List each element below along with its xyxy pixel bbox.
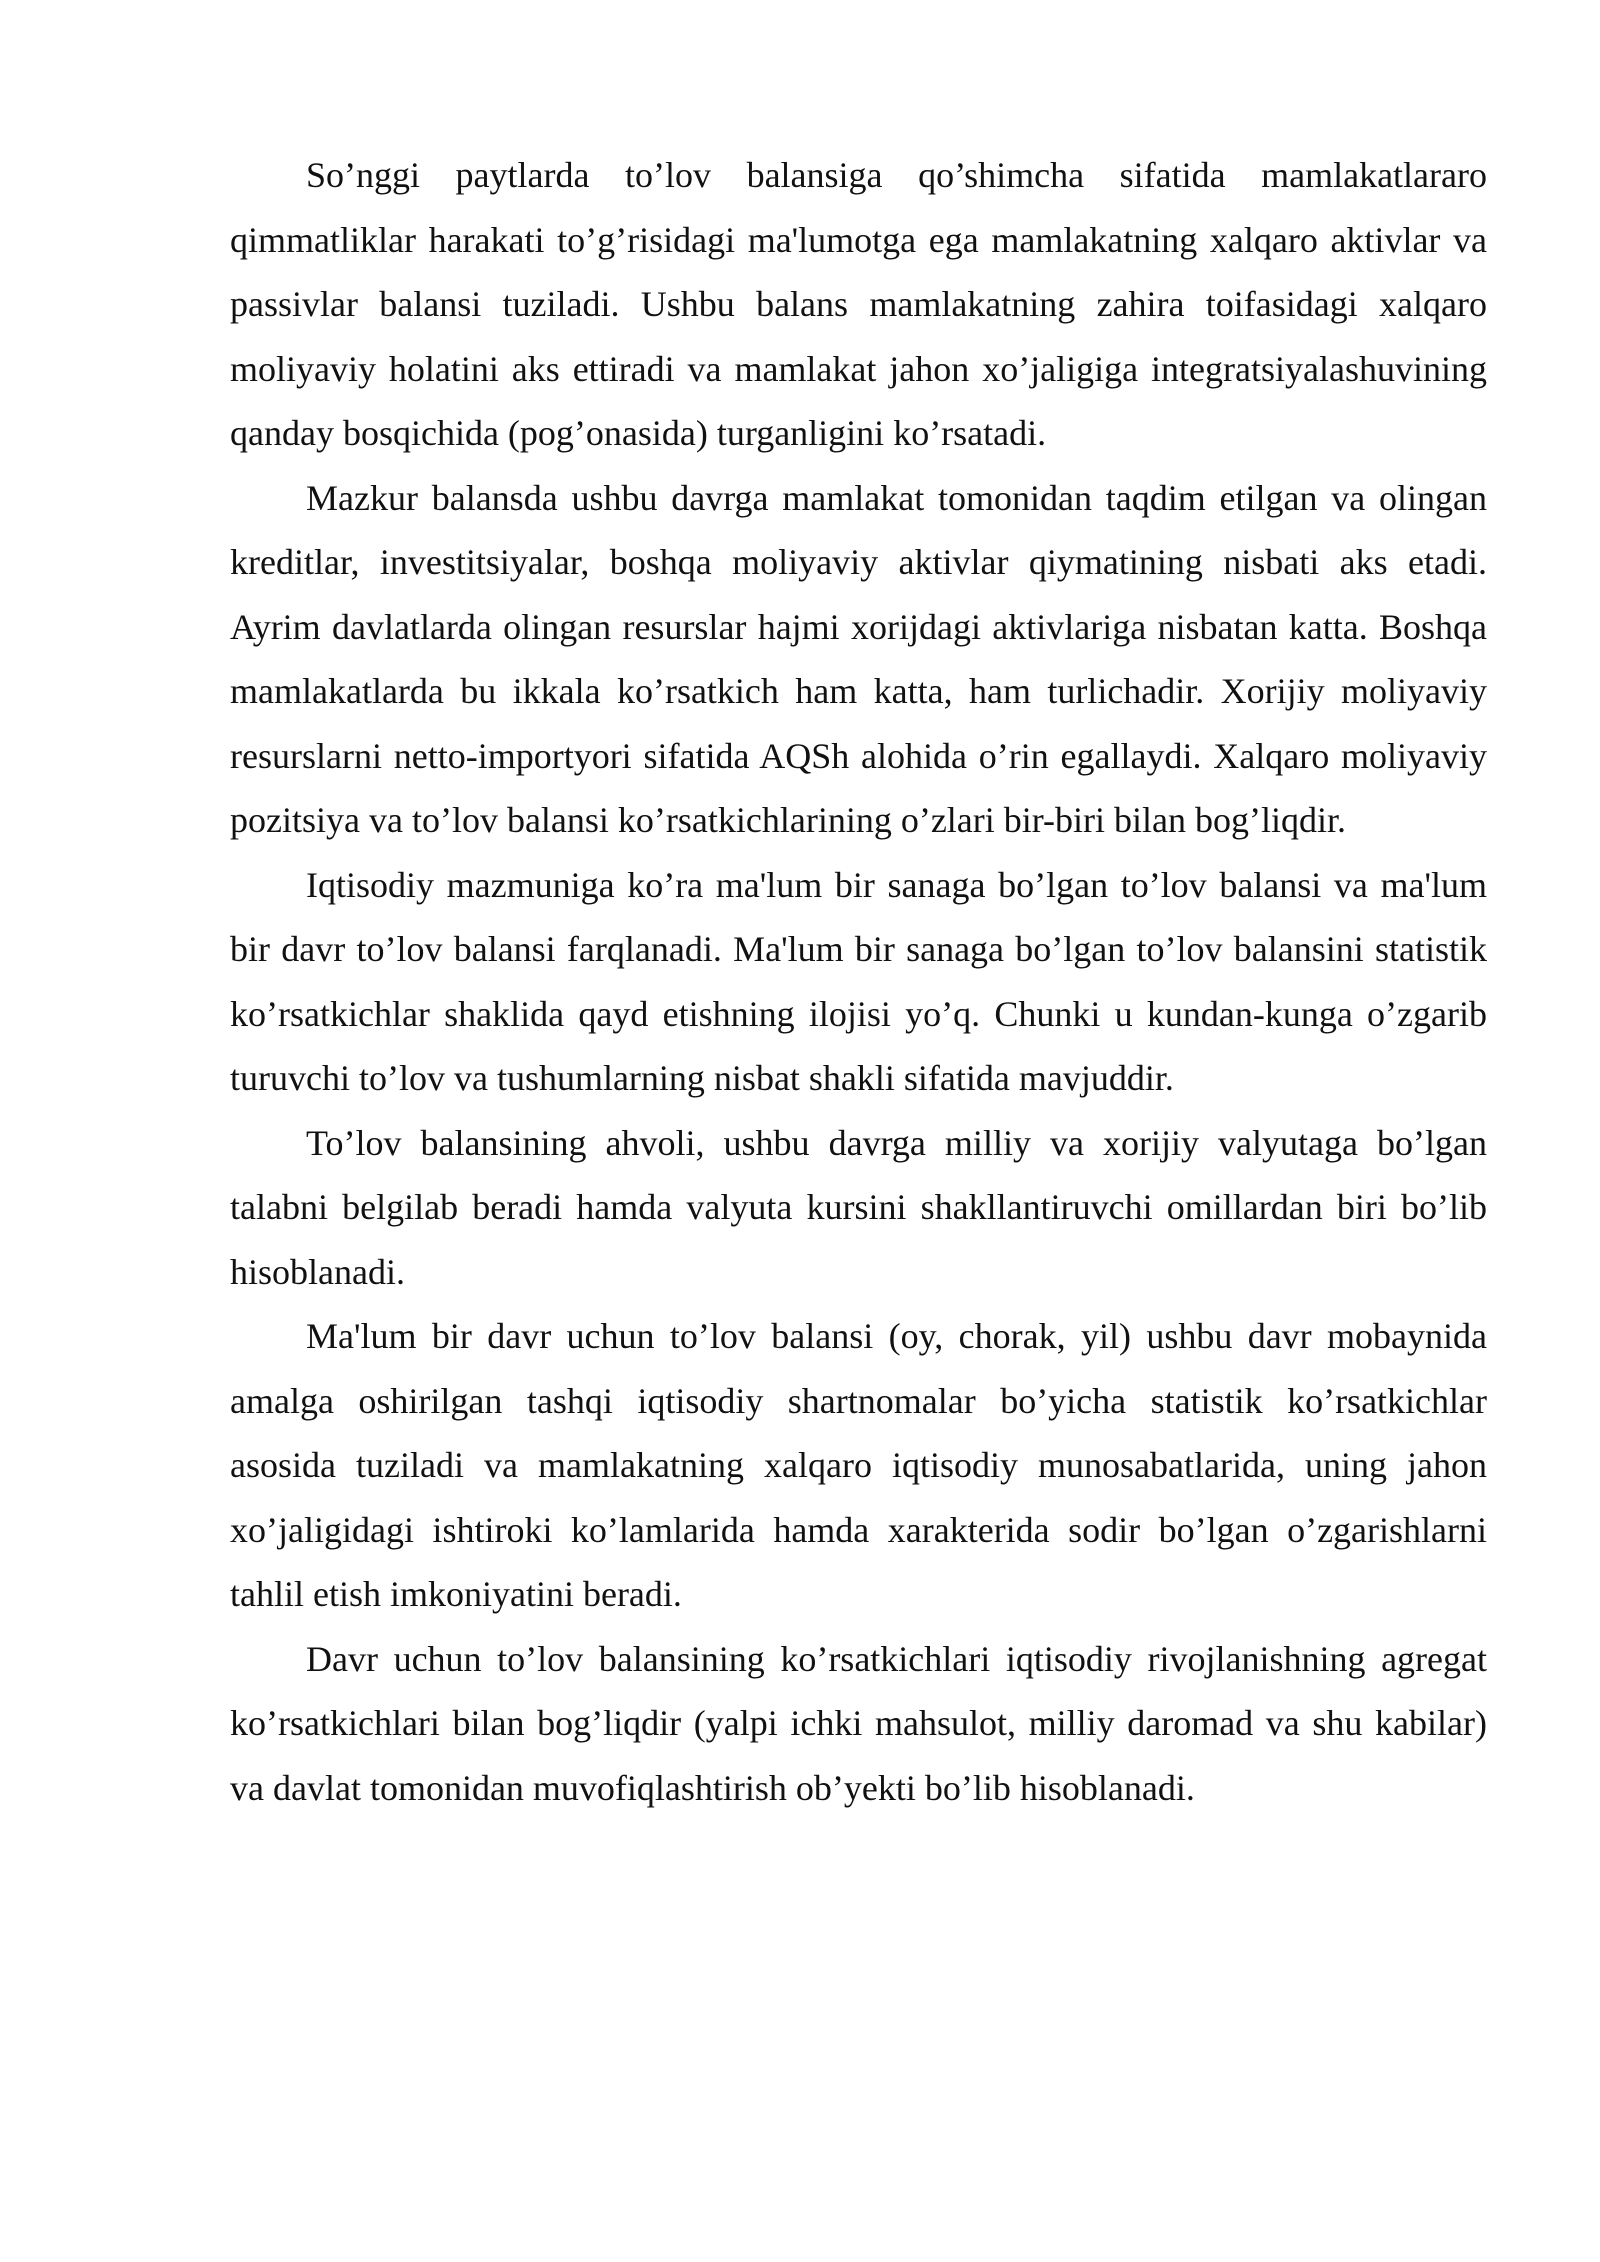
document-page — [230, 143, 1487, 1820]
paragraph-1: So’nggi paytlarda to’lov balansiga qo’shimcha sifatida mamlakatlararo qimmatliklar harakati to’g’risidagi ma'lumotga ega mamlakatning xalqaro aktivlar va passivlar balansi tuziladi. Ushbu balans mamlakatning zahira toifasidagi xalqaro moliyaviy holatini aks ettiradi va mamlakat jahon xo’jaligiga integratsiyalashuvining qanday bosqichida (pog’onasida) turganligini ko’rsatadi. — [230, 155, 1487, 453]
paragraph-2: Mazkur balansda ushbu davrga mamlakat tomonidan taqdim etilgan va olingan kreditlar, investitsiyalar, boshqa moliyaviy aktivlar qiymatining nisbati aks etadi. Ayrim davlatlarda olingan resurslar hajmi xorijdagi aktivlariga nisbatan katta. Boshqa mamlakatlarda bu ikkala ko’rsatkich ham katta, ham turlichadir. Xorijiy moliyaviy resurslarni netto-importyori sifatida AQSh alohida o’rin egallaydi. Xalqaro moliyaviy pozitsiya va to’lov balansi ko’rsatkichlarining o’zlari bir-biri bilan bog’liqdir. — [230, 477, 1487, 840]
paragraph-5: Ma'lum bir davr uchun to’lov balansi (oy, chorak, yil) ushbu davr mobaynida amalga oshirilgan tashqi iqtisodiy shartnomalar bo’yicha statistik ko’rsatkichlar asosida tuziladi va mamlakatning xalqaro iqtisodiy munosabatlarida, uning jahon xo’jaligidagi ishtiroki ko’lamlarida hamda xarakterida sodir bo’lgan o’zgarishlarni tahlil etish imkoniyatini beradi. — [230, 1316, 1487, 1614]
paragraph-6: Davr uchun to’lov balansining ko’rsatkichlari iqtisodiy rivojlanishning agregat ko’rsatkichlari bilan bog’liqdir (yalpi ichki mahsulot, milliy daromad va shu kabilar) va davlat tomonidan muvofiqlashtirish ob’yekti bo’lib hisoblanadi. — [230, 1638, 1487, 1808]
paragraph-3: Iqtisodiy mazmuniga ko’ra ma'lum bir sanaga bo’lgan to’lov balansi va ma'lum bir davr to’lov balansi farqlanadi. Ma'lum bir sanaga bo’lgan to’lov balansini statistik ko’rsatkichlar shaklida qayd etishning ilojisi yo’q. Chunki u kundan-kunga o’zgarib turuvchi to’lov va tushumlarning nisbat shakli sifatida mavjuddir. — [230, 864, 1487, 1098]
paragraph-4: To’lov balansining ahvoli, ushbu davrga milliy va xorijiy valyutaga bo’lgan talabni belgilab beradi hamda valyuta kursini shakllantiruvchi omillardan biri bo’lib hisoblanadi. — [230, 1122, 1487, 1292]
